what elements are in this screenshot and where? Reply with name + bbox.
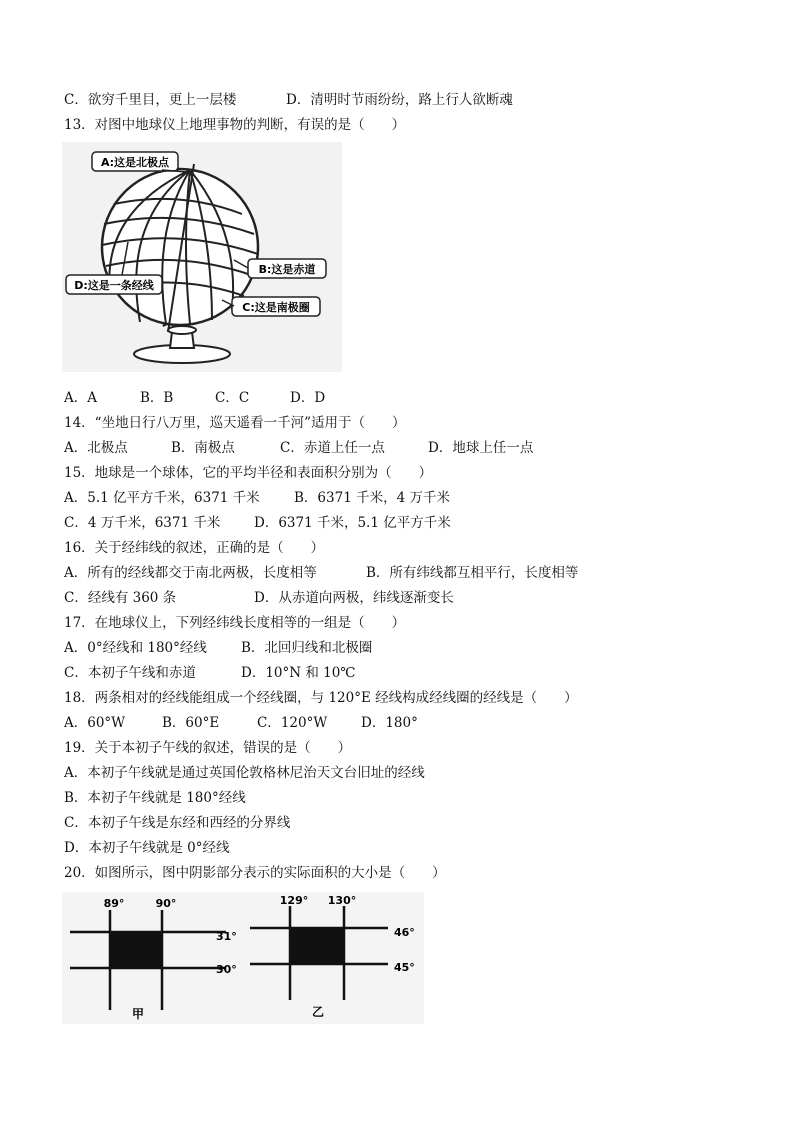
q18-stem: 18．两条相对的经线能组成一个经线圈，与 120°E 经线构成经线圈的经线是（ ） [64,690,578,706]
q18-option-d: D．180° [361,715,418,731]
q19-option-b: B．本初子午线就是 180°经线 [64,790,246,806]
q16-option-c: C．经线有 360 条 [64,590,177,606]
yi-lat2-label: 45° [394,961,415,974]
q18-option-b: B．60°E [162,715,220,731]
q19-option-c: C．本初子午线是东经和西经的分界线 [64,815,291,831]
q13-stem: 13．对图中地球仪上地理事物的判断，有误的是（ ） [64,117,406,133]
yi-lat1-label: 46° [394,926,415,939]
q15-option-b: B．6371 千米，4 万千米 [294,490,450,506]
q18-option-a: A．60°W [64,715,126,731]
yi-name-label: 乙 [311,1005,325,1019]
q14-option-d: D．地球上任一点 [428,440,534,456]
q16-option-b: B．所有纬线都互相平行，长度相等 [366,565,579,581]
q15-option-a: A．5.1 亿平方千米，6371 千米 [64,490,260,506]
q12-option-c: C．欲穷千里目，更上一层楼 [64,92,237,108]
q15-option-d: D．6371 千米，5.1 亿平方千米 [254,515,451,531]
q19-option-a: A．本初子午线就是通过英国伦敦格林尼治天文台旧址的经线 [64,765,425,781]
yi-lon1-label: 129° [279,894,309,907]
q13-option-d: D．D [290,390,326,406]
q17-option-a: A．0°经线和 180°经线 [64,640,207,656]
q16-option-a: A．所有的经线都交于南北两极，长度相等 [64,565,317,581]
q19-stem: 19．关于本初子午线的叙述，错误的是（ ） [64,740,352,756]
q14-option-c: C．赤道上任一点 [280,440,385,456]
globe-label-a: A:这是北极点 [100,156,170,169]
globe-label-b: B:这是赤道 [258,263,316,276]
jia-lon1-label: 89° [103,897,125,910]
q12-option-d: D．清明时节雨纷纷，路上行人欲断魂 [286,92,513,108]
yi-lon2-label: 130° [327,894,357,907]
q17-stem: 17．在地球仪上，下列经纬线长度相等的一组是（ ） [64,615,406,631]
jia-lat2-label: 30° [216,963,237,976]
q17-option-d: D．10°N 和 10℃ [241,665,356,681]
q15-option-c: C．4 万千米，6371 千米 [64,515,221,531]
q14-option-b: B．南极点 [171,440,235,456]
jia-lon2-label: 90° [155,897,177,910]
globe-label-c: C:这是南极圈 [242,301,310,314]
q17-option-b: B．北回归线和北极圈 [241,640,373,656]
q14-option-a: A．北极点 [64,440,128,456]
q13-option-b: B．B [140,390,174,406]
q16-stem: 16．关于经纬线的叙述，正确的是（ ） [64,540,325,556]
q20-stem: 20．如图所示，图中阴影部分表示的实际面积的大小是（ ） [64,865,446,881]
q18-option-c: C．120°W [257,715,328,731]
q14-stem: 14．“坐地日行八万里，巡天遥看一千河”适用于（ ） [64,415,406,431]
globe-label-d: D:这是一条经线 [74,279,154,292]
jia-lat1-label: 31° [216,930,237,943]
q15-stem: 15．地球是一个球体，它的平均半径和表面积分别为（ ） [64,465,433,481]
q19-option-d: D．本初子午线就是 0°经线 [64,840,230,856]
grid-figure [62,892,424,1024]
jia-name-label: 甲 [131,1007,145,1021]
q13-option-c: C．C [215,390,250,406]
q16-option-d: D．从赤道向两极，纬线逐渐变长 [254,590,454,606]
globe-figure [62,142,342,372]
q17-option-c: C．本初子午线和赤道 [64,665,196,681]
q13-option-a: A．A [64,390,97,406]
